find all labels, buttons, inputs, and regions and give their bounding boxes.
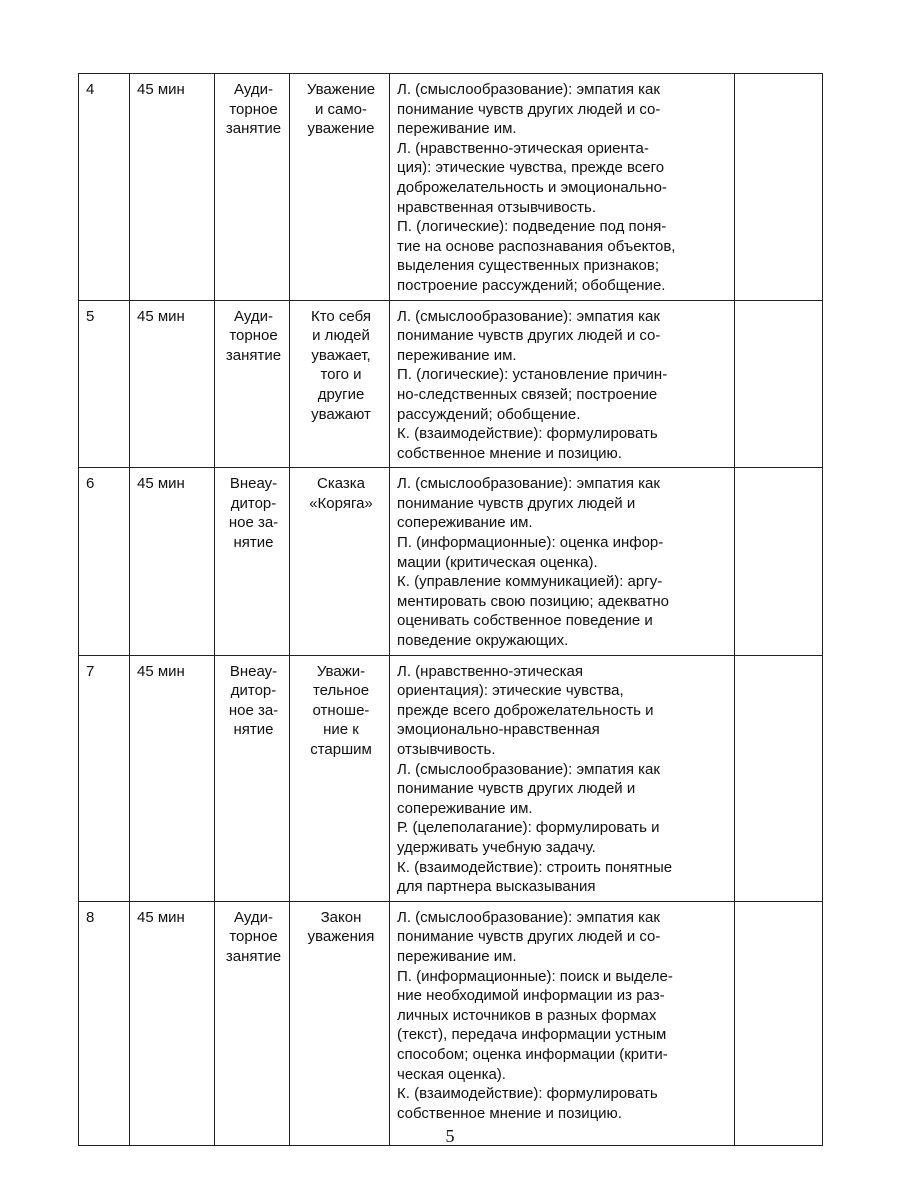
- learning-outcome-line: для партнера высказывания: [397, 878, 596, 896]
- learning-outcome-line: оценивать собственное поведение и: [397, 612, 653, 630]
- learning-outcome-line: тие на основе распознавания объектов,: [397, 237, 676, 255]
- duration-cell: 45 мин: [130, 74, 215, 301]
- learning-outcome-line: личных источников в разных формах: [397, 1006, 657, 1024]
- lesson-type-cell: [215, 655, 290, 901]
- learning-outcome-line: К. (взаимодействие): строить понятные: [397, 858, 673, 876]
- lesson-type-cell: [215, 901, 290, 1145]
- table-row: [79, 74, 823, 301]
- learning-outcome-line: понимание чувств других людей и со-: [397, 100, 661, 118]
- learning-outcome-line: (текст), передача информации устным: [397, 1026, 667, 1044]
- learning-outcome-line: мации (критическая оценка).: [397, 553, 598, 571]
- learning-outcome-line: Л. (смыслообразование): эмпатия как: [397, 307, 660, 325]
- topic-cell: [290, 468, 390, 655]
- topic-line: и само-: [314, 100, 368, 118]
- lesson-type-line: Ауди-: [234, 81, 273, 98]
- learning-outcome-line: выделения существенных признаков;: [397, 257, 659, 275]
- lesson-number-cell: 5: [79, 300, 130, 468]
- learning-outcome-line: П. (информационные): поиск и выделе-: [397, 967, 673, 985]
- learning-outcomes-cell: [390, 901, 735, 1145]
- lesson-type-cell: [215, 74, 290, 301]
- lesson-type-line: торное: [229, 327, 278, 345]
- lesson-plan-table: [78, 73, 823, 1146]
- topic-line: Закон: [320, 908, 362, 926]
- topic-line: «Коряга»: [309, 494, 373, 512]
- learning-outcome-line: понимание чувств других людей и со-: [397, 928, 661, 946]
- lesson-type-cell: [215, 300, 290, 468]
- learning-outcome-line: Л. (нравственно-этическая ориента-: [397, 139, 649, 157]
- learning-outcome-line: Л. (смыслообразование): эмпатия как: [397, 908, 660, 926]
- lesson-type-line: Ауди-: [234, 307, 273, 325]
- lesson-type-line: ное за-: [228, 514, 279, 532]
- lesson-number-cell: 7: [79, 655, 130, 901]
- lesson-type-line: занятие: [225, 120, 282, 138]
- learning-outcome-line: понимание чувств других людей и со-: [397, 327, 661, 345]
- notes-cell: [735, 74, 823, 301]
- learning-outcomes-cell: [390, 655, 735, 901]
- learning-outcome-line: доброжелательность и эмоционально-: [397, 178, 667, 196]
- topic-line: Уважение: [306, 81, 376, 98]
- learning-outcome-line: Р. (целеполагание): формулировать и: [397, 819, 660, 837]
- learning-outcome-line: Л. (смыслообразование): эмпатия как: [397, 475, 660, 493]
- notes-cell: [735, 901, 823, 1145]
- topic-cell: [290, 74, 390, 301]
- topic-line: отноше-: [312, 701, 370, 719]
- lesson-type-line: Ауди-: [234, 908, 273, 926]
- topic-line: Кто себя: [310, 307, 371, 325]
- learning-outcome-line: отзывчивость.: [397, 741, 496, 758]
- learning-outcome-line: П. (логические): подведение под поня-: [397, 218, 667, 236]
- topic-line: старшим: [310, 741, 372, 758]
- lesson-type-cell: [215, 468, 290, 655]
- learning-outcome-line: Л. (смыслообразование): эмпатия как: [397, 81, 660, 98]
- notes-cell: [735, 655, 823, 901]
- learning-outcome-line: ние необходимой информации из раз-: [397, 987, 665, 1005]
- duration-cell: 45 мин: [130, 468, 215, 655]
- lesson-type-line: занятие: [225, 947, 282, 965]
- learning-outcome-line: Л. (нравственно-этическая: [397, 662, 583, 680]
- learning-outcome-line: переживание им.: [397, 346, 517, 364]
- topic-cell: [290, 655, 390, 901]
- learning-outcome-line: сопереживание им.: [397, 799, 533, 817]
- learning-outcome-line: построение рассуждений; обобщение.: [397, 276, 666, 294]
- learning-outcome-line: понимание чувств других людей и: [397, 780, 636, 798]
- table-row: [79, 655, 823, 901]
- lesson-type-line: нятие: [233, 721, 274, 739]
- topic-cell: [290, 300, 390, 468]
- lesson-type-line: занятие: [225, 346, 282, 364]
- lesson-type-line: торное: [229, 928, 278, 946]
- table-row: [79, 901, 823, 1145]
- topic-line: тельное: [312, 682, 370, 700]
- notes-cell: [735, 300, 823, 468]
- learning-outcome-line: понимание чувств других людей и: [397, 494, 636, 512]
- topic-line: уважает,: [311, 346, 371, 364]
- page-number: 5: [445, 1126, 455, 1146]
- learning-outcome-line: ориентация): этические чувства,: [397, 682, 624, 700]
- learning-outcome-line: П. (информационные): оценка инфор-: [397, 534, 664, 552]
- topic-line: уважают: [311, 405, 371, 423]
- learning-outcome-line: К. (управление коммуникацией): аргу-: [397, 573, 663, 591]
- learning-outcome-line: ментировать свою позицию; адекватно: [397, 592, 670, 610]
- learning-outcome-line: собственное мнение и позицию.: [397, 1104, 622, 1122]
- table-body: [79, 74, 823, 1146]
- table-row: [79, 468, 823, 655]
- learning-outcome-line: ческая оценка).: [397, 1065, 506, 1083]
- table-row: [79, 300, 823, 468]
- learning-outcome-line: Л. (смыслообразование): эмпатия как: [397, 760, 660, 778]
- topic-line: Уважи-: [316, 662, 366, 680]
- topic-line: Сказка: [316, 475, 365, 493]
- lesson-type-line: торное: [229, 100, 278, 118]
- learning-outcomes-cell: [390, 468, 735, 655]
- topic-cell: [290, 901, 390, 1145]
- lesson-number-cell: 8: [79, 901, 130, 1145]
- learning-outcome-line: эмоционально-нравственная: [397, 721, 600, 739]
- lesson-type-line: ное за-: [228, 701, 279, 719]
- learning-outcomes-cell: [390, 74, 735, 301]
- duration-cell: 45 мин: [130, 300, 215, 468]
- learning-outcome-line: К. (взаимодействие): формулировать: [397, 1085, 658, 1103]
- topic-line: того и: [320, 366, 362, 384]
- learning-outcome-line: поведение окружающих.: [397, 632, 569, 650]
- duration-cell: 45 мин: [130, 655, 215, 901]
- topic-line: уважения: [307, 928, 375, 946]
- learning-outcome-line: П. (логические): установление причин-: [397, 366, 668, 384]
- learning-outcome-line: удерживать учебную задачу.: [397, 838, 596, 856]
- notes-cell: [735, 468, 823, 655]
- lesson-number-cell: 6: [79, 468, 130, 655]
- learning-outcome-line: сопереживание им.: [397, 514, 533, 532]
- lesson-number-cell: 4: [79, 74, 130, 301]
- lesson-type-line: дитор-: [230, 494, 277, 512]
- learning-outcome-line: прежде всего доброжелательность и: [397, 701, 654, 719]
- learning-outcome-line: способом; оценка информации (крити-: [397, 1045, 668, 1063]
- topic-line: и людей: [312, 327, 370, 345]
- duration-cell: 45 мин: [130, 901, 215, 1145]
- learning-outcome-line: нравственная отзывчивость.: [397, 198, 597, 216]
- learning-outcome-line: переживание им.: [397, 947, 517, 965]
- topic-line: другие: [317, 385, 365, 403]
- learning-outcome-line: собственное мнение и позицию.: [397, 444, 622, 462]
- lesson-type-line: Внеау-: [229, 662, 278, 680]
- lesson-type-line: дитор-: [230, 682, 277, 700]
- topic-line: уважение: [307, 120, 375, 138]
- learning-outcomes-cell: [390, 300, 735, 468]
- learning-outcome-line: К. (взаимодействие): формулировать: [397, 425, 658, 443]
- topic-line: ние к: [323, 721, 359, 739]
- learning-outcome-line: рассуждений; обобщение.: [397, 405, 581, 423]
- lesson-type-line: Внеау-: [229, 475, 278, 493]
- learning-outcome-line: переживание им.: [397, 120, 517, 138]
- learning-outcome-line: но-следственных связей; построение: [397, 385, 658, 403]
- lesson-type-line: нятие: [233, 534, 274, 552]
- learning-outcome-line: ция): этические чувства, прежде всего: [397, 159, 665, 177]
